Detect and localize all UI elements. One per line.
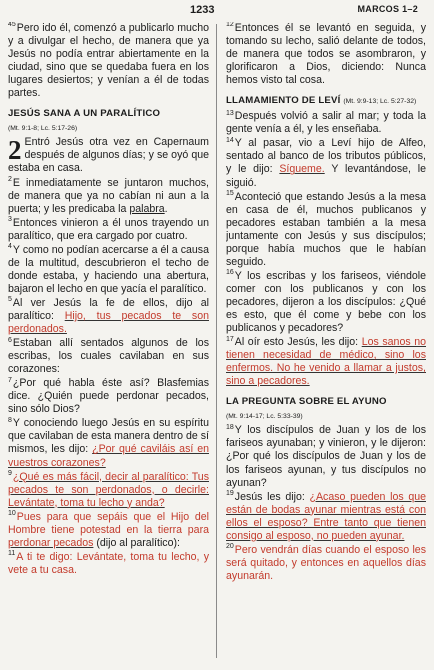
page-header bbox=[0, 4, 434, 18]
cross-reference: (Mt. 9:1-8; Lc. 5:17-26) bbox=[8, 125, 78, 133]
verse bbox=[8, 337, 209, 376]
verse bbox=[8, 217, 209, 243]
verse bbox=[8, 177, 209, 216]
cross-reference: (Mt. 9:14-17; Lc. 5:33-39) bbox=[226, 413, 303, 421]
verse bbox=[8, 471, 209, 510]
verse-text: ¿Por qué habla éste así? Blasfemias dice. ¿Quién puede perdonar pecados, sino sólo Dios? bbox=[8, 377, 209, 416]
words-of-jesus: Los sanos no tienen necesidad de médico, sino los enfermos. No he venido a llamar a justos, sino a pecadores. bbox=[226, 336, 426, 388]
column-divider bbox=[216, 24, 217, 658]
verse-text: Y los escribas y los fariseos, viéndole comer con los publicanos y con los pecadores, dijeron a los discípulos: ¿Qué es esto, que él come y bebe con los publicanos y pecadores? bbox=[226, 269, 426, 335]
verse-text: (dijo al paralítico): bbox=[93, 536, 180, 549]
verse-text: Y levantándose, le siguió. bbox=[226, 163, 426, 189]
book-chapter-reference: MARCOS 1–2 bbox=[357, 4, 418, 14]
verse-text: Entonces él se levantó en seguida, y tomando su lecho, salió delante de todos, de manera que todos se asombraron, y glorificaron a Dios, diciendo: Nunca hemos visto tal cosa. bbox=[226, 22, 426, 87]
verse-number: 3 bbox=[8, 216, 12, 224]
verse-number: 7 bbox=[8, 376, 12, 384]
words-of-jesus: perdonar pecados bbox=[8, 536, 94, 549]
verse-number: 11 bbox=[8, 550, 16, 558]
words-of-jesus: ¿Por qué caviláis así en vuestros corazones? bbox=[8, 443, 209, 469]
verse-text: Y los discípulos de Juan y los de los fariseos ayunaban; y vinieron, y le dijeron: ¿Por qué los discípulos de Juan y los de los fariseos ayunan, y tus discípulos no ayunan? bbox=[226, 424, 426, 489]
verse bbox=[8, 511, 209, 550]
page-number: 1233 bbox=[190, 4, 215, 16]
verse-number: 9 bbox=[8, 470, 12, 478]
verse-text: Aconteció que estando Jesús a la mesa en casa de él, muchos publicanos y pecadores estaban también a la mesa juntamente con Jesús y sus discípulos; porque había muchos que le habían seguido. bbox=[226, 190, 426, 268]
verse-text: Entonces vinieron a él unos trayendo un paralítico, que era cargado por cuatro. bbox=[8, 216, 209, 242]
verse-number: 18 bbox=[226, 423, 234, 431]
words-of-jesus: Hijo, tus pecados te son perdonados. bbox=[8, 309, 209, 336]
verse bbox=[8, 551, 209, 577]
verse bbox=[8, 244, 209, 296]
verse-number: 2 bbox=[8, 175, 12, 183]
verse-number: 4 bbox=[8, 243, 12, 251]
verse-text: Y conociendo luego Jesús en su espíritu que cavilaban de esta manera dentro de sí mismos, les dijo: bbox=[8, 417, 209, 456]
section-heading-title: LLAMAMIENTO DE LEVÍ bbox=[226, 95, 341, 107]
verse bbox=[226, 110, 426, 136]
verse-number: 12 bbox=[226, 22, 234, 29]
verse-number: 19 bbox=[226, 490, 234, 498]
verse-number: 8 bbox=[8, 416, 12, 424]
verse bbox=[226, 270, 426, 335]
verse-text: Al ver Jesús la fe de ellos, dijo al paralítico: bbox=[8, 296, 209, 322]
verse bbox=[8, 377, 209, 416]
verse bbox=[226, 191, 426, 269]
chapter-number: 2 bbox=[8, 135, 22, 166]
verse-text: Entró Jesús otra vez en Capernaum después de algunos días; y se oyó que estaba en casa. bbox=[8, 136, 209, 175]
verse-text: Jesús les dijo: bbox=[234, 490, 310, 503]
words-of-jesus: ¿Qué es más fácil, decir al paralítico: Tus pecados te son perdonados, o decirle: Levántate, toma tu lecho y anda? bbox=[8, 470, 209, 509]
verse-text: Pero ido él, comenzó a publicarlo mucho y a divulgar el hecho, de manera que ya Jesús no podía entrar abiertamente en la ciudad, sino que se quedaba fuera en los lugares desiertos; y venían a él de todas partes. bbox=[8, 22, 209, 100]
verse-number: 15 bbox=[226, 190, 234, 198]
verse-number: 45 bbox=[8, 22, 16, 29]
verse-text: E inmediatamente se juntaron muchos, de manera que ya no cabían ni aun a la puerta; y les predicaba la bbox=[8, 176, 209, 215]
words-of-jesus: Pues para que sepáis que el Hijo del Hombre tiene potestad en la tierra para bbox=[8, 510, 209, 536]
words-of-jesus: A ti te digo: Levántate, toma tu lecho, y vete a tu casa. bbox=[8, 550, 209, 576]
section-heading bbox=[226, 94, 426, 108]
verse-text: Estaban allí sentados algunos de los escribas, los cuales cavilaban en sus corazones: bbox=[8, 337, 209, 376]
verse bbox=[226, 137, 426, 189]
verse-text: Y al pasar, vio a Leví hijo de Alfeo, sentado al banco de los tributos públicos, y le dijo: bbox=[226, 137, 426, 176]
verse bbox=[8, 297, 209, 336]
verse bbox=[226, 424, 426, 489]
verse bbox=[226, 336, 426, 388]
verse-number: 5 bbox=[8, 296, 12, 304]
left-column bbox=[8, 22, 209, 664]
verse bbox=[226, 22, 426, 87]
verse-number: 14 bbox=[226, 136, 234, 144]
verse bbox=[8, 136, 209, 175]
verse-text: Y como no podían acercarse a él a causa de la multitud, descubrieron el techo de donde estaba, y haciendo una abertura, bajaron el lecho en que yacía el paralítico. bbox=[8, 243, 209, 295]
verse bbox=[8, 22, 209, 100]
verse bbox=[226, 544, 426, 583]
section-heading: LA PREGUNTA SOBRE EL AYUNO bbox=[226, 396, 387, 408]
right-column bbox=[226, 22, 426, 664]
verse-number: 6 bbox=[8, 336, 12, 344]
verse-number: 13 bbox=[226, 109, 234, 117]
verse-number: 20 bbox=[226, 543, 234, 551]
cross-reference: (Mt. 9:9-13; Lc. 5:27-32) bbox=[343, 98, 417, 106]
words-of-jesus: ¿Acaso pueden los que están de bodas ayunar mientras está con ellos el esposo? Entre tanto que tienen consigo al esposo, no pueden ayunar. bbox=[226, 490, 426, 542]
verse-number: 17 bbox=[226, 335, 234, 343]
verse-number: 16 bbox=[226, 269, 234, 277]
words-of-jesus: Sígueme. bbox=[279, 163, 325, 176]
section-heading: JESÚS SANA A UN PARALÍTICO bbox=[8, 108, 161, 120]
verse-text: Al oír esto Jesús, les dijo: bbox=[234, 336, 362, 349]
underlined-text: palabra bbox=[129, 202, 165, 215]
verse-text: Después volvió a salir al mar; y toda la gente venía a él, y les enseñaba. bbox=[226, 110, 426, 136]
verse-number: 10 bbox=[8, 510, 16, 518]
verse bbox=[8, 417, 209, 469]
verse bbox=[226, 491, 426, 543]
words-of-jesus: Pero vendrán días cuando el esposo les será quitado, y entonces en aquellos días ayunarán. bbox=[226, 543, 426, 582]
verse-text: . bbox=[164, 202, 168, 215]
